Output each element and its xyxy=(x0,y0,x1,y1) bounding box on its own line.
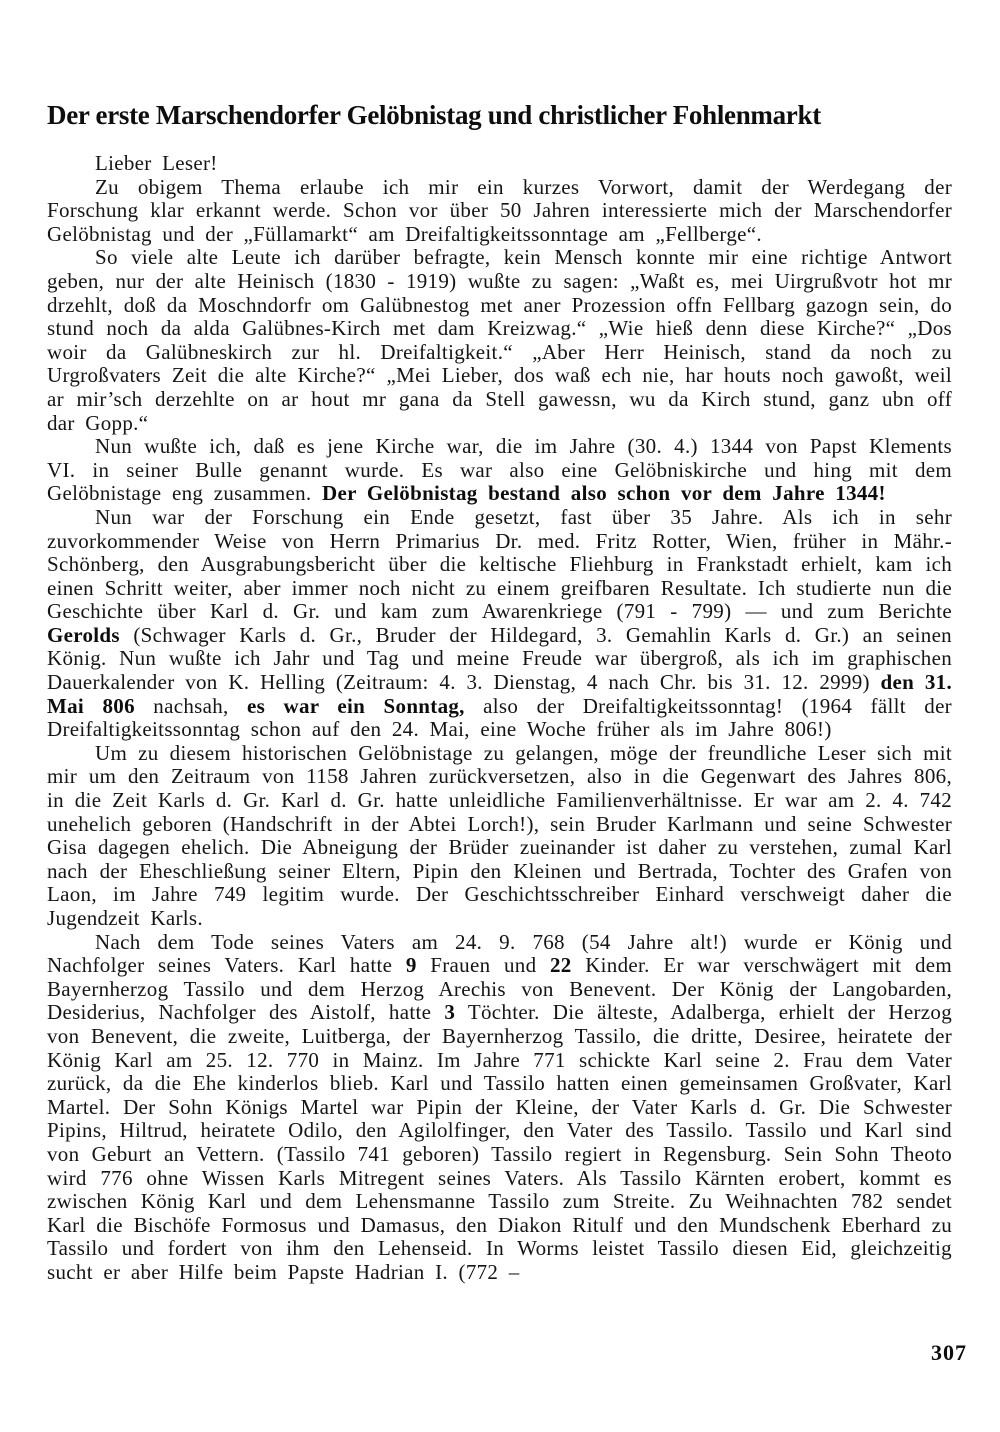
page-number: 307 xyxy=(931,1340,967,1365)
bold-text: Gerolds xyxy=(47,622,120,647)
salutation: Lieber Leser! xyxy=(95,151,218,175)
paragraph: Um zu diesem historischen Gelöbnistage zu gelangen, möge der freundliche Leser sich mit mir um den Zeitraum von 1158 Jahren zurückversetzen, also in die Gegenwart des Jahres 806, in die Zeit Karls d. Gr. Karl d. Gr. hatte unleidliche Familienverhältnisse. Er war am 2. 4. 742 unehelich geboren (Handschrift in der Abtei Lorch!), sein Bruder Karlmann und seine Schwester Gisa dagegen ehelich. Die Abneigung der Brüder zueinander ist daher zu verstehen, zumal Karl nach der Eheschließung seiner Eltern, Pipin den Kleinen und Bertrada, Tochter des Grafen von Laon, im Jahre 749 legitim wurde. Der Geschichtsschreiber Einhard verschweigt daher die Jugendzeit Karls. xyxy=(47,740,952,930)
bold-text: den 31. Mai 806 xyxy=(47,670,952,718)
bold-text: 9 xyxy=(405,953,417,978)
article-body xyxy=(47,152,952,1285)
paragraph: Zu obigem Thema erlaube ich mir ein kurzes Vorwort, damit der Werdegang der Forschung klar erkannt werde. Schon vor über 50 Jahren interessierte mich der Marschendorfer Gelöbnistag und der „Füllamarkt“ am Dreifaltigkeitssonntage am „Fellberge“. xyxy=(47,174,952,246)
bold-text: 22 xyxy=(550,953,572,978)
paragraph: Nun war der Forschung ein Ende gesetzt, fast über 35 Jahre. Als ich in sehr zuvorkommender Weise von Herrn Primarius Dr. med. Fritz Rotter, Wien, früher in Mähr.-Schönberg, den Ausgrabungsbericht über die keltische Fliehburg in Frankstadt erhielt, kam ich einen Schritt weiter, aber immer noch nicht zu einem greifbaren Resultate. Ich studierte nun die Geschichte über Karl d. Gr. und kam zum Awarenkriege (791 - 799) — und zum Berichte Gerolds (Schwager Karls d. Gr., Bruder der Hildegard, 3. Gemahlin Karls d. Gr.) an seinen König. Nun wußte ich Jahr und Tag und meine Freude war übergroß, als ich im graphischen Dauerkalender von K. Helling (Zeitraum: 4. 3. Dienstag, 4 nach Chr. bis 31. 12. 2999) den 31. Mai 806 nachsah, es war ein Sonntag, also der Dreifaltigkeitssonntag! (1964 fällt der Dreifaltigkeitssonntag schon auf den 24. Mai, eine Woche früher als im Jahre 806!) xyxy=(47,504,952,742)
paragraph: Nun wußte ich, daß es jene Kirche war, die im Jahre (30. 4.) 1344 von Papst Klements VI. in seiner Bulle genannt wurde. Es war also eine Gelöbniskirche und hing mit dem Gelöbnistage eng zusammen. Der Gelöbnistag bestand also schon vor dem Jahre 1344! xyxy=(47,434,952,506)
paragraph-container xyxy=(47,176,952,1285)
paragraph: Nach dem Tode seines Vaters am 24. 9. 768 (54 Jahre alt!) wurde er König und Nachfolger seines Vaters. Karl hatte 9 Frauen und 22 Kinder. Er war verschwägert mit dem Bayernherzog Tassilo und dem Herzog Arechis von Benevent. Der König der Langobarden, Desiderius, Nachfolger des Aistolf, hatte 3 Töchter. Die älteste, Adalberga, erhielt der Herzog von Benevent, die zweite, Luitberga, der Bayernherzog Tassilo, die dritte, Desiree, heiratete der König Karl am 25. 12. 770 in Mainz. Im Jahre 771 schickte Karl seine 2. Frau dem Vater zurück, da die Ehe kinderlos blieb. Karl und Tassilo hatten einen gemeinsamen Großvater, Karl Martel. Der Sohn Königs Martel war Pipin der Kleine, der Vater Karls d. Gr. Die Schwester Pipins, Hiltrud, heiratete Odilo, den Agilolfinger, den Vater des Tassilo. Tassilo und Karl sind von Geburt an Vettern. (Tassilo 741 geboren) Tassilo regiert in Regensburg. Sein Sohn Theoto wird 776 ohne Wissen Karls Mitregent seines Vaters. Als Tassilo Kärnten erobert, kommt es zwischen König Karl und dem Lehensmanne Tassilo zum Streite. Zu Weihnachten 782 sendet Karl die Bischöfe Formosus und Damasus, den Diakon Ritulf und den Mundschenk Eberhard zu Tassilo und fordert von ihm den Lehenseid. In Worms leistet Tassilo diesen Eid, gleichzeitig sucht er aber Hilfe beim Papste Hadrian I. (772 – xyxy=(47,929,953,1284)
bold-text: Der Gelöbnistag bestand also schon vor dem Jahre 1344! xyxy=(322,481,886,506)
bold-text: es war ein Sonntag, xyxy=(246,693,465,718)
bold-text: 3 xyxy=(444,1000,456,1025)
paragraph: So viele alte Leute ich darüber befragte, kein Mensch konnte mir eine richtige Antwort geben, nur der alte Heinisch (1830 - 1919) wußte zu sagen: „Waßt es, mei Uirgrußvotr hot mr drzehlt, doß da Moschndorfr om Galübnestog met aner Prozession offn Fellbarg gazogn sein, do stund noch da alda Galübnes-Kirch met dam Kreizwag.“ „Wie hieß denn diese Kirche?“ „Dos woir da Galübneskirch zur hl. Dreifaltigkeit.“ „Aber Herr Heinisch, stand da noch zu Urgroßvaters Zeit die alte Kirche?“ „Mei Lieber, dos waß ech nie, har houts noch gawoßt, weil ar mir’sch derzehlte on ar hout mr gana da Stell gawessn, wu da Kirch stund, ganz ubn off dar Gopp.“ xyxy=(47,245,952,435)
page-title: Der erste Marschendorfer Gelöbnistag und christlicher Fohlenmarkt xyxy=(47,100,821,130)
